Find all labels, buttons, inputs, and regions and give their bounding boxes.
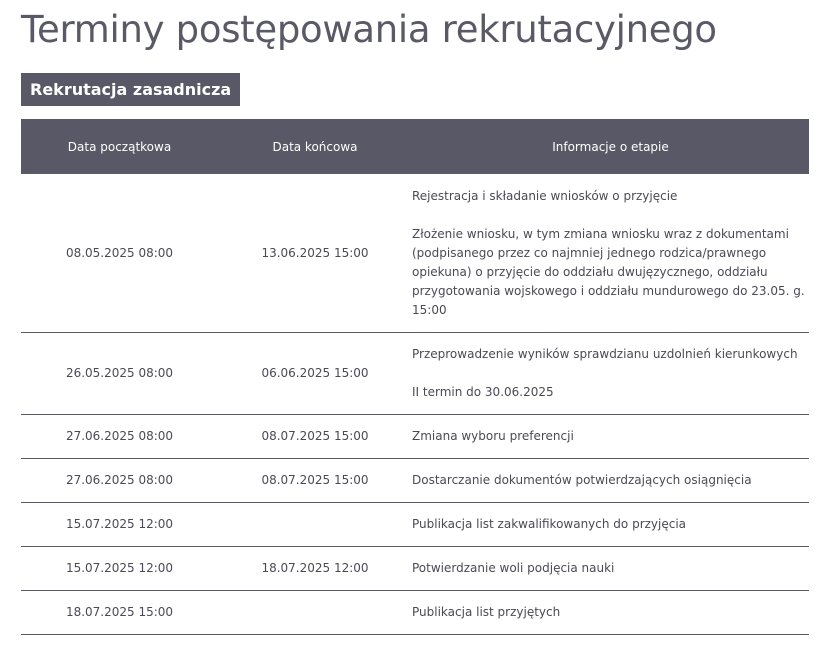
table-header-row bbox=[21, 119, 809, 174]
page-title: Terminy postępowania rekrutacyjnego bbox=[21, 8, 717, 51]
header-stage-info: Informacje o etapie bbox=[552, 139, 669, 154]
start-date-cell: 18.07.2025 15:00 bbox=[21, 591, 218, 635]
table-row bbox=[21, 503, 809, 547]
stage-info-cell: Publikacja list zakwalifikowanych do przyjęcia bbox=[412, 503, 809, 547]
table-row bbox=[21, 547, 809, 591]
end-date-cell: 08.07.2025 15:00 bbox=[218, 459, 412, 503]
end-date-cell: 13.06.2025 15:00 bbox=[218, 174, 412, 333]
table-row bbox=[21, 174, 809, 333]
start-date-cell: 15.07.2025 12:00 bbox=[21, 503, 218, 547]
stage-info-cell: Dostarczanie dokumentów potwierdzających osiągnięcia bbox=[412, 459, 809, 503]
table-row bbox=[21, 333, 809, 415]
start-date-cell: 27.06.2025 08:00 bbox=[21, 415, 218, 459]
stage-info-note: Złożenie wniosku, w tym zmiana wniosku wraz z dokumentami (podpisanego przez co najmniej jednego rodzica/prawnego opiekuna) o przyjęcie do oddziału dwujęzycznego, oddziału przygotowania wojskowego i oddziału mundurowego do 23.05. g. 15:00 bbox=[412, 226, 805, 317]
table-row bbox=[21, 591, 809, 635]
end-date-cell bbox=[218, 503, 412, 547]
stage-info-cell: Publikacja list przyjętych bbox=[412, 591, 809, 635]
start-date-cell: 27.06.2025 08:00 bbox=[21, 459, 218, 503]
schedule-table bbox=[21, 119, 809, 635]
end-date-cell: 18.07.2025 12:00 bbox=[218, 547, 412, 591]
table-row bbox=[21, 459, 809, 503]
stage-info-title: Przeprowadzenie wyników sprawdzianu uzdolnień kierunkowych bbox=[412, 347, 798, 361]
stage-info-cell: Zmiana wyboru preferencji bbox=[412, 415, 809, 459]
stage-info-cell bbox=[412, 174, 809, 333]
stage-info-cell: Potwierdzanie woli podjęcia nauki bbox=[412, 547, 809, 591]
section-badge: Rekrutacja zasadnicza bbox=[21, 73, 240, 106]
end-date-cell: 08.07.2025 15:00 bbox=[218, 415, 412, 459]
start-date-cell: 26.05.2025 08:00 bbox=[21, 333, 218, 415]
end-date-cell bbox=[218, 591, 412, 635]
start-date-cell: 15.07.2025 12:00 bbox=[21, 547, 218, 591]
table-row bbox=[21, 415, 809, 459]
stage-info-cell bbox=[412, 333, 809, 415]
stage-info-title: Rejestracja i składanie wniosków o przyjęcie bbox=[412, 188, 678, 203]
start-date-cell: 08.05.2025 08:00 bbox=[21, 174, 218, 333]
end-date-cell: 06.06.2025 15:00 bbox=[218, 333, 412, 415]
header-start-date: Data początkowa bbox=[67, 139, 172, 154]
stage-info-note: II termin do 30.06.2025 bbox=[412, 385, 554, 399]
header-end-date: Data końcowa bbox=[272, 139, 358, 154]
